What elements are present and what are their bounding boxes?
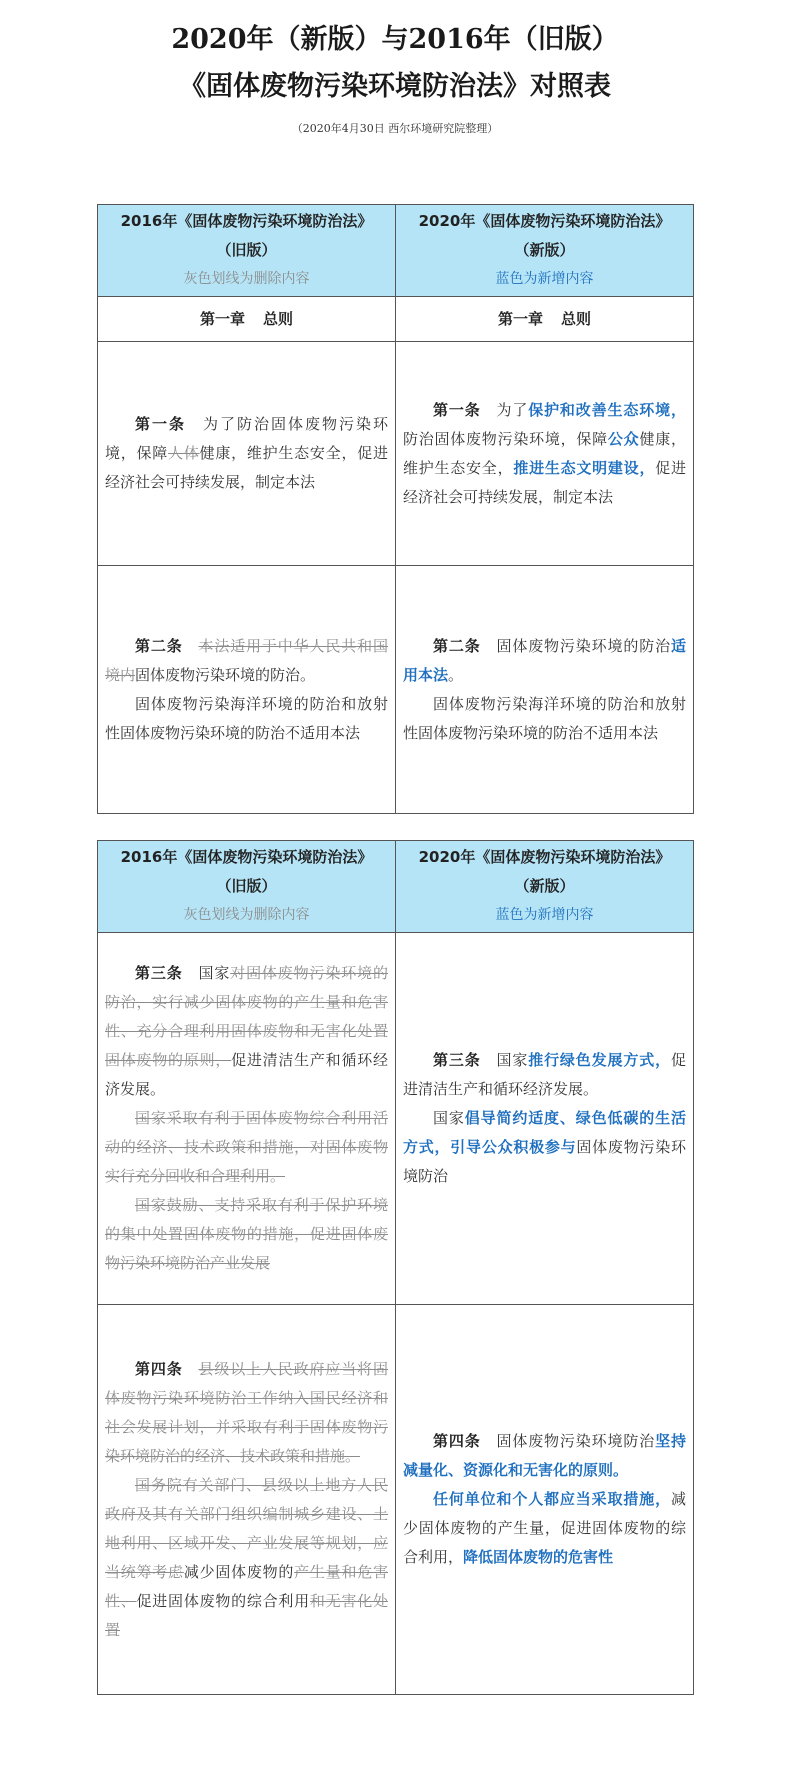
old-law-title: 2016年《固体废物污染环境防治法》	[120, 848, 373, 866]
old-article-2	[98, 566, 396, 814]
comparison-table-2	[97, 840, 694, 1695]
new-version-header	[396, 205, 694, 297]
text-span: 固体废物污染环境防治	[403, 1138, 686, 1185]
new-article-1	[396, 342, 694, 566]
added-text: 倡导简约适度、绿色低碳的生活方式，引导公众积极参与	[403, 1109, 686, 1156]
new-article-4-para1	[403, 1427, 686, 1485]
old-article-1	[98, 342, 396, 566]
old-version-header	[98, 841, 396, 933]
new-law-title: 2020年《固体废物污染环境防治法》	[418, 212, 671, 230]
old-article-4-para2	[105, 1471, 388, 1645]
article-label: 第四条	[433, 1432, 481, 1450]
article-label: 第一条	[433, 400, 481, 419]
old-article-2-para2: 固体废物污染海洋环境的防治和放射性固体废物污染环境的防治不适用本法	[105, 694, 388, 742]
text-span: 固体废物污染环境的防治	[496, 636, 671, 655]
article-label: 第二条	[135, 636, 183, 655]
text-span: 固体废物污染环境的防治。	[135, 665, 316, 684]
old-article-4-para1	[105, 1355, 388, 1471]
document-subtitle: （2020年4月30日 西尔环境研究院整理）	[291, 122, 499, 135]
table-header-row	[98, 841, 694, 933]
new-chapter-cell	[396, 297, 694, 342]
deleted-text: 县级以上人民政府应当将固体废物污染环境防治工作纳入国民经济和社会发展计划，并采取有利于固体废物污染环境防治的经济、技术政策和措施。	[105, 1359, 388, 1465]
deleted-text: 产生量和危害性、	[105, 1562, 388, 1610]
old-version-label: （旧版）	[216, 877, 277, 895]
old-version-label: （旧版）	[216, 241, 277, 259]
new-article-3-para1	[403, 1046, 686, 1104]
text-span: 固体废物污染环境防治	[496, 1432, 656, 1450]
old-law-title: 2016年《固体废物污染环境防治法》	[120, 212, 373, 230]
article-row-3	[98, 933, 694, 1305]
article-label: 第三条	[135, 964, 183, 982]
old-version-header	[98, 205, 396, 297]
old-chapter-number: 第一章	[199, 309, 245, 328]
new-article-4	[396, 1305, 694, 1695]
new-chapter-name: 总则	[561, 309, 592, 328]
article-label: 第一条	[135, 415, 186, 433]
addition-legend: 蓝色为新增内容	[495, 907, 594, 923]
old-article-3	[98, 933, 396, 1305]
old-article-3-para2: 国家采取有利于固体废物综合利用活动的经济、技术政策和措施，对固体废物实行充分回收和合理利用。	[105, 1109, 388, 1185]
article-label: 第二条	[433, 636, 481, 655]
text-span: 国家	[433, 1109, 465, 1127]
added-text: 保护和改善生态环境，	[528, 400, 686, 419]
addition-legend: 蓝色为新增内容	[495, 271, 594, 287]
deleted-text: 本法适用于中华人民共和国境内	[105, 636, 388, 684]
old-article-1-para	[105, 410, 388, 497]
text-span: 。	[448, 665, 464, 684]
text-span: 健康，维护生态安全，	[403, 429, 686, 477]
new-version-label: （新版）	[514, 877, 575, 895]
text-span: 健康，维护生态安全，促进经济社会可持续发展，制定本法	[105, 444, 388, 491]
new-chapter-number: 第一章	[497, 309, 543, 328]
text-span: 促进清洁生产和循环经济发展。	[403, 1051, 686, 1098]
text-span: 为了	[496, 400, 529, 419]
new-article-4-para2	[403, 1485, 686, 1572]
text-span: 促进经济社会可持续发展，制定本法	[403, 458, 686, 506]
document-title-line1: 2020年（新版）与2016年（旧版）	[171, 24, 619, 55]
comparison-table-1	[97, 204, 694, 814]
new-article-1-para	[403, 396, 686, 512]
new-article-2-para1	[403, 632, 686, 690]
text-span: 为了防治固体废物污染环境，保障	[105, 415, 388, 462]
text-span: 防治固体废物污染环境，保障	[403, 429, 608, 448]
added-text: 适用本法	[403, 636, 686, 684]
new-law-title: 2020年《固体废物污染环境防治法》	[418, 848, 671, 866]
added-text: 任何单位和个人都应当采取措施，	[433, 1490, 671, 1508]
old-article-3-para3: 国家鼓励、支持采取有利于保护环境的集中处置固体废物的措施，促进固体废物污染环境防治产业发展	[105, 1196, 388, 1272]
document-title-line2: 《固体废物污染环境防治法》对照表	[179, 71, 611, 102]
article-label: 第三条	[433, 1051, 481, 1069]
added-text: 推行绿色发展方式，	[528, 1051, 671, 1069]
chapter-row	[98, 297, 694, 342]
added-text: 降低固体废物的危害性	[463, 1548, 614, 1566]
new-version-label: （新版）	[514, 241, 575, 259]
deleted-text: 对固体废物污染环境的防治，实行减少固体废物的产生量和危害性、充分合理利用固体废物和无害化处置固体废物的原则，	[105, 964, 388, 1069]
text-span: 国家	[496, 1051, 529, 1069]
old-article-2-para1	[105, 632, 388, 690]
old-chapter-cell	[98, 297, 396, 342]
text-span: 促进清洁生产和循环经济发展。	[105, 1051, 388, 1098]
text-span: 国家	[198, 964, 231, 982]
old-article-4	[98, 1305, 396, 1695]
added-text: 推进生态文明建设，	[513, 458, 656, 477]
deletion-legend: 灰色划线为删除内容	[183, 271, 310, 287]
old-chapter-name: 总则	[263, 309, 294, 328]
article-label: 第四条	[135, 1359, 183, 1378]
new-article-3	[396, 933, 694, 1305]
deleted-text: 和无害化处置	[105, 1591, 388, 1639]
added-text: 坚持减量化、资源化和无害化的原则。	[403, 1432, 686, 1479]
deleted-text: 国务院有关部门、县级以上地方人民政府及其有关部门组织编制城乡建设、土地利用、区域开发、产业发展等规划，应当统筹考虑	[105, 1475, 388, 1581]
new-article-3-para2	[403, 1104, 686, 1191]
new-version-header	[396, 841, 694, 933]
text-span: 促进固体废物的综合利用	[136, 1591, 310, 1610]
deletion-legend: 灰色划线为删除内容	[183, 907, 310, 923]
table-header-row	[98, 205, 694, 297]
article-row-4	[98, 1305, 694, 1695]
text-span: 减少固体废物的	[183, 1562, 295, 1581]
old-article-3-para1	[105, 959, 388, 1104]
new-article-2-para2: 固体废物污染海洋环境的防治和放射性固体废物污染环境的防治不适用本法	[403, 694, 686, 742]
added-text: 公众	[607, 429, 640, 448]
text-span: 减少固体废物的产生量，促进固体废物的综合利用，	[403, 1490, 686, 1566]
deleted-text: 人体	[168, 444, 200, 462]
new-article-2	[396, 566, 694, 814]
article-row-1	[98, 342, 694, 566]
article-row-2	[98, 566, 694, 814]
